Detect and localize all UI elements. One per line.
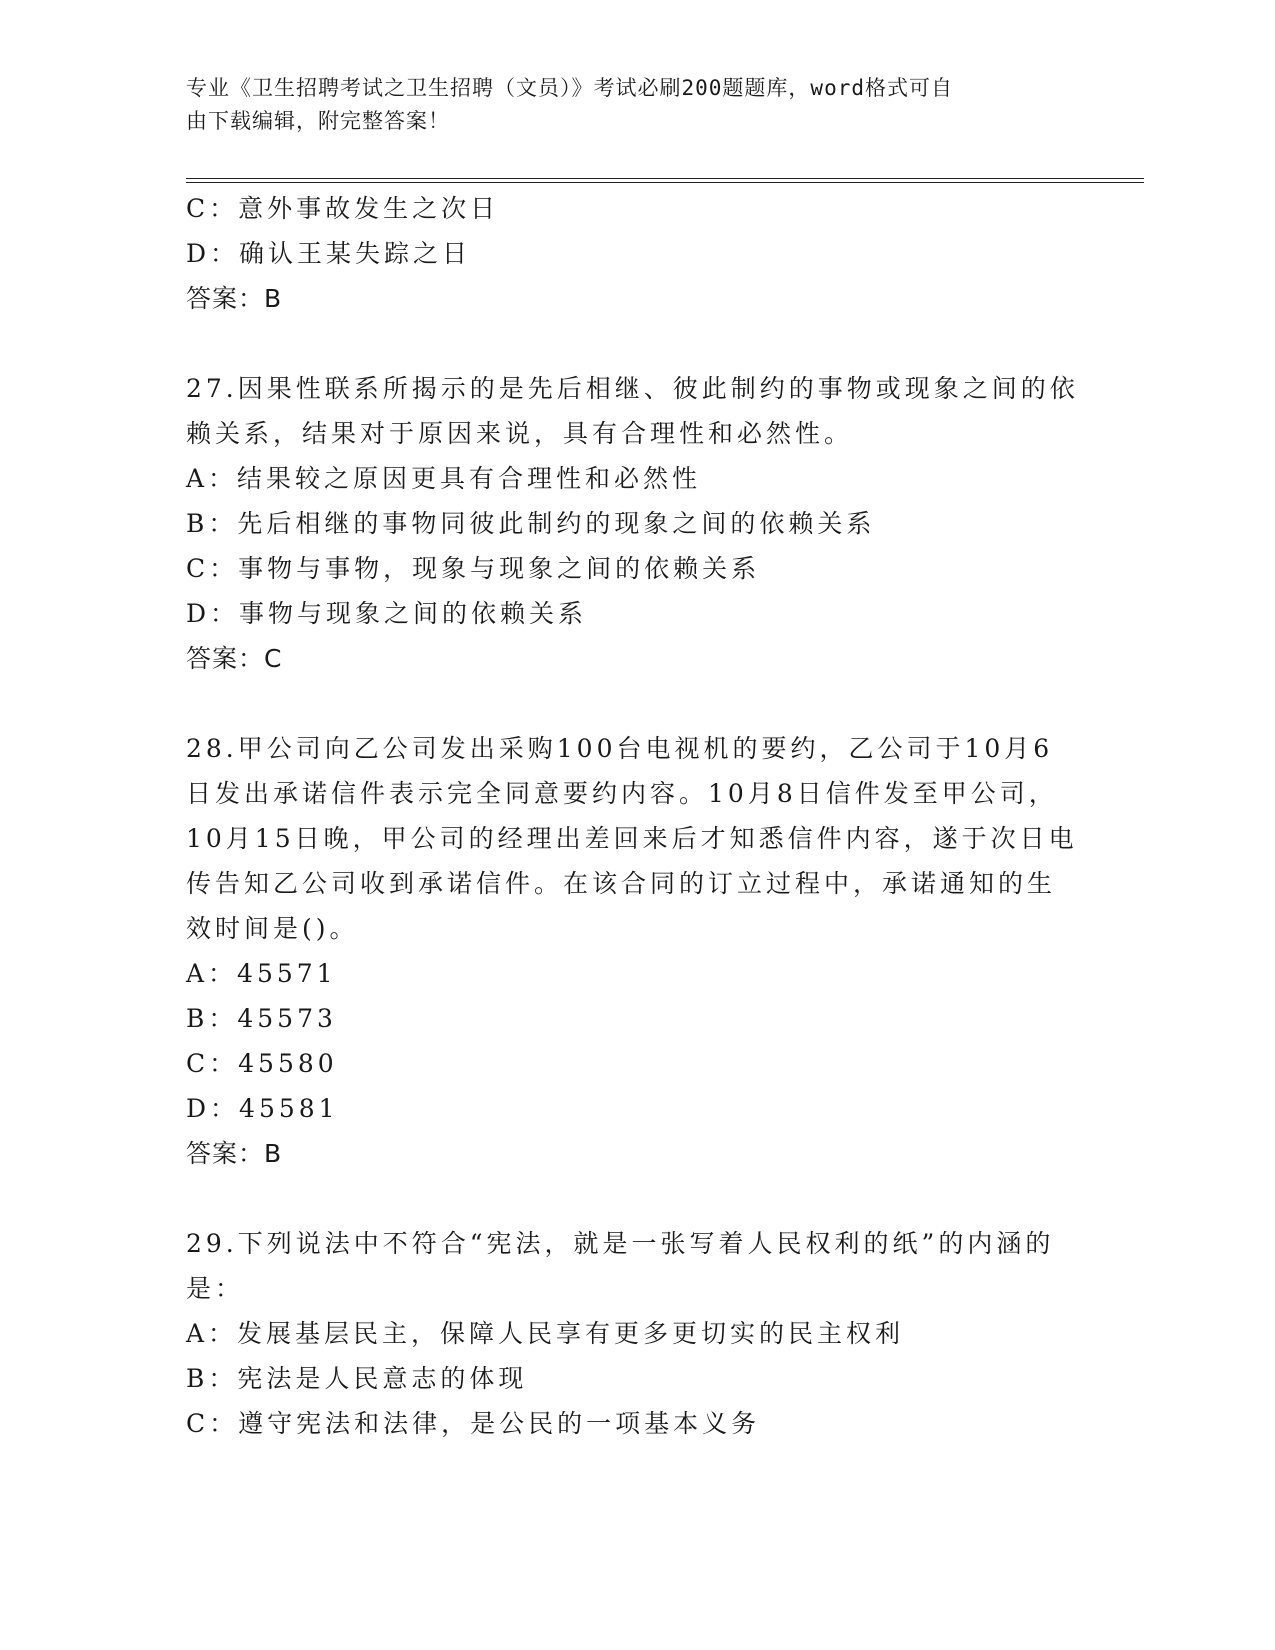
question-stem: 传告知乙公司收到承诺信件。在该合同的订立过程中，承诺通知的生 (186, 869, 1057, 898)
option-b: B：先后相继的事物同彼此制约的现象之间的依赖关系 (186, 509, 876, 538)
option-a: A：45571 (186, 959, 337, 988)
option-a: A：发展基层民主，保障人民享有更多更切实的民主权利 (186, 1319, 905, 1348)
question-stem: 10月15日晚，甲公司的经理出差回来后才知悉信件内容，遂于次日电 (186, 824, 1078, 853)
question-29 (186, 1221, 1086, 1446)
question-stem: 27.因果性联系所揭示的是先后相继、彼此制约的事物或现象之间的依 (186, 374, 1079, 403)
option-a: A：结果较之原因更具有合理性和必然性 (186, 464, 702, 493)
question-stem: 效时间是()。 (186, 914, 359, 943)
option-c: C：意外事故发生之次日 (186, 194, 500, 223)
document-header (186, 72, 1066, 138)
question-stem: 28.甲公司向乙公司发出采购100台电视机的要约，乙公司于10月6 (186, 734, 1054, 763)
header-line-2: 由下载编辑，附完整答案！ (186, 109, 450, 133)
header-line-1: 专业《卫生招聘考试之卫生招聘（文员）》考试必刷200题题库，word格式可自 (186, 76, 953, 100)
question-26-tail (186, 186, 1086, 321)
spacer (186, 681, 1086, 726)
header-divider-bottom (186, 182, 1144, 183)
answer: 答案：C (186, 644, 283, 673)
option-b: B：宪法是人民意志的体现 (186, 1364, 528, 1393)
answer: 答案：B (186, 284, 283, 313)
question-stem: 29.下列说法中不符合“宪法，就是一张写着人民权利的纸”的内涵的 (186, 1229, 1055, 1258)
question-stem: 日发出承诺信件表示完全同意要约内容。10月8日信件发至甲公司， (186, 779, 1058, 808)
spacer (186, 321, 1086, 366)
option-d: D：45581 (186, 1094, 339, 1123)
question-stem: 赖关系，结果对于原因来说，具有合理性和必然性。 (186, 419, 854, 448)
option-d: D：确认王某失踪之日 (186, 239, 472, 268)
option-c: C：事物与事物，现象与现象之间的依赖关系 (186, 554, 761, 583)
option-c: C：45580 (186, 1049, 338, 1078)
header-divider-top (186, 178, 1144, 179)
question-stem: 是： (186, 1274, 245, 1303)
spacer (186, 1176, 1086, 1221)
option-b: B：45573 (186, 1004, 337, 1033)
answer: 答案：B (186, 1139, 283, 1168)
option-c: C：遵守宪法和法律，是公民的一项基本义务 (186, 1409, 761, 1438)
question-28 (186, 726, 1086, 1176)
option-d: D：事物与现象之间的依赖关系 (186, 599, 588, 628)
question-27 (186, 366, 1086, 681)
document-body (186, 186, 1086, 1446)
